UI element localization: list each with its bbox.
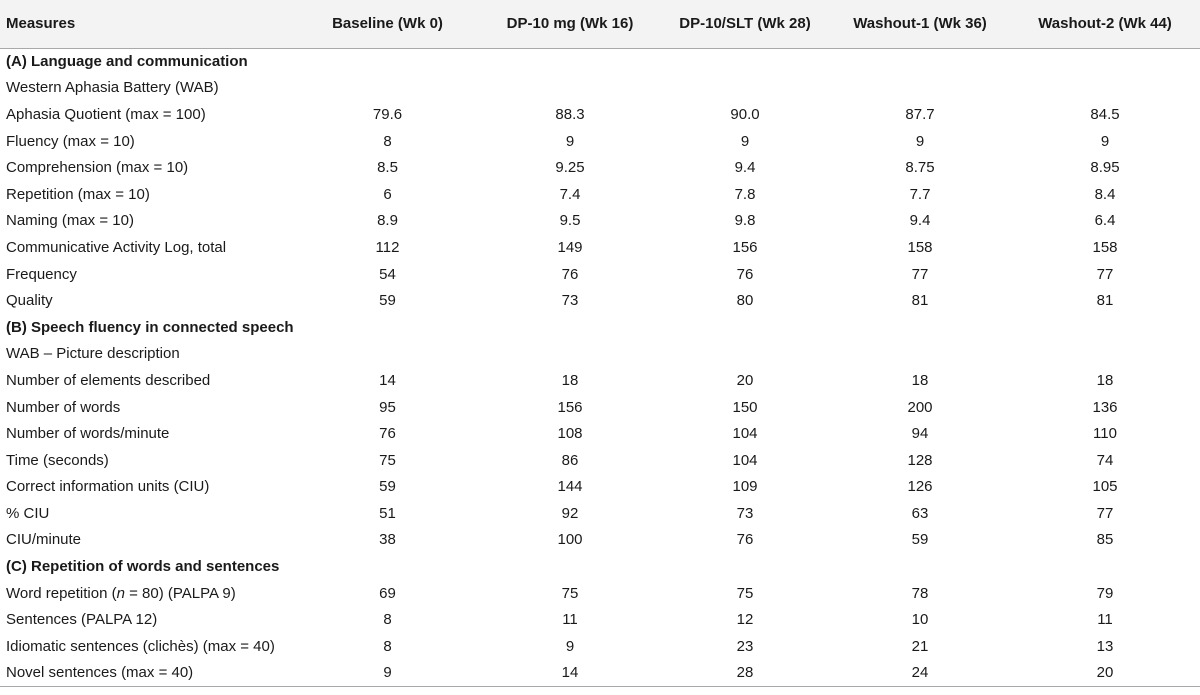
value-cell: 75 xyxy=(561,584,579,602)
value-cell: 8.5 xyxy=(377,159,398,177)
value-cell: 81 xyxy=(1096,292,1114,310)
measure-label: Naming (max = 10) xyxy=(6,212,134,230)
value-cell: 11 xyxy=(1097,611,1113,629)
value-cell: 74 xyxy=(1096,451,1114,469)
value-cell: 9 xyxy=(740,132,750,150)
value-cell: 73 xyxy=(736,504,754,522)
value-cell: 69 xyxy=(379,584,396,602)
value-cell xyxy=(1010,553,1200,580)
table-row xyxy=(0,367,1200,394)
table-row xyxy=(0,208,1200,235)
value-cell: 9.4 xyxy=(909,212,931,230)
value-cell: 200 xyxy=(907,398,933,416)
value-cell xyxy=(480,314,660,341)
table-row xyxy=(0,580,1200,607)
value-cell: 76 xyxy=(736,265,754,283)
value-cell xyxy=(1010,48,1200,75)
value-cell: 149 xyxy=(557,238,583,256)
table-row xyxy=(0,234,1200,261)
value-cell: 59 xyxy=(379,292,396,310)
measure-label: Idiomatic sentences (clichès) (max = 40) xyxy=(6,637,275,655)
value-cell: 9.4 xyxy=(734,159,756,177)
value-cell: 88.3 xyxy=(555,105,585,123)
value-cell xyxy=(295,553,480,580)
measure-label: Sentences (PALPA 12) xyxy=(6,611,158,629)
value-cell xyxy=(295,341,480,368)
header-baseline: Baseline (Wk 0) xyxy=(295,0,480,48)
value-cell xyxy=(830,48,1010,75)
value-cell: 18 xyxy=(911,371,929,389)
value-cell: 110 xyxy=(1093,425,1117,443)
measure-label: Novel sentences (max = 40) xyxy=(0,660,295,687)
value-cell: 18 xyxy=(1096,371,1114,389)
value-cell: 11 xyxy=(562,611,578,629)
value-cell xyxy=(830,314,1010,341)
value-cell: 126 xyxy=(907,478,933,496)
value-cell: 9 xyxy=(295,660,480,687)
value-cell: 158 xyxy=(1092,238,1118,256)
value-cell: 51 xyxy=(379,504,396,522)
measure-label: Comprehension (max = 10) xyxy=(6,159,189,177)
value-cell: 156 xyxy=(557,398,583,416)
table-row xyxy=(0,660,1200,687)
measure-label: Communicative Activity Log, total xyxy=(6,238,227,256)
value-cell: 8 xyxy=(383,132,392,150)
value-cell: 9 xyxy=(915,132,925,150)
measure-label xyxy=(0,580,295,607)
value-cell: 87.7 xyxy=(905,105,935,123)
value-cell: 85 xyxy=(1096,531,1114,549)
value-cell xyxy=(295,48,480,75)
value-cell: 76 xyxy=(561,265,579,283)
value-cell: 20 xyxy=(736,371,754,389)
value-cell: 9.25 xyxy=(555,159,585,177)
header-row xyxy=(0,0,1200,48)
value-cell: 76 xyxy=(379,425,396,443)
value-cell: 108 xyxy=(557,425,583,443)
table-header xyxy=(0,0,1200,48)
value-cell: 9.5 xyxy=(559,212,581,230)
header-dp10: DP-10 mg (Wk 16) xyxy=(480,0,660,48)
value-cell xyxy=(480,341,660,368)
table-body xyxy=(0,48,1200,686)
value-cell: 9 xyxy=(565,637,575,655)
label-part: Word repetition ( xyxy=(6,584,117,602)
subheader-label: WAB – Picture description xyxy=(6,345,180,363)
subheader-label: Western Aphasia Battery (WAB) xyxy=(6,79,219,97)
measure-label: Correct information units (CIU) xyxy=(6,478,210,496)
table-row xyxy=(0,420,1200,447)
table-row xyxy=(0,261,1200,288)
value-cell xyxy=(1010,75,1200,102)
value-cell: 95 xyxy=(379,398,396,416)
value-cell: 7.7 xyxy=(909,185,931,203)
value-cell xyxy=(660,75,830,102)
section-title: (A) Language and communication xyxy=(6,53,248,71)
value-cell: 59 xyxy=(379,478,396,496)
value-cell: 10 xyxy=(911,611,929,629)
value-cell: 158 xyxy=(907,238,933,256)
value-cell xyxy=(660,314,830,341)
table-row xyxy=(0,447,1200,474)
measure-label: Quality xyxy=(6,292,53,310)
value-cell xyxy=(295,314,480,341)
value-cell: 76 xyxy=(736,531,754,549)
label-part: = 80) (PALPA 9) xyxy=(124,584,236,602)
value-cell: 81 xyxy=(911,292,929,310)
value-cell xyxy=(480,48,660,75)
value-cell: 21 xyxy=(911,637,929,655)
value-cell xyxy=(480,553,660,580)
value-cell: 7.8 xyxy=(734,185,756,203)
value-cell: 8.9 xyxy=(377,212,398,230)
measure-label: Aphasia Quotient (max = 100) xyxy=(6,105,206,123)
value-cell: 20 xyxy=(1010,660,1200,687)
value-cell: 24 xyxy=(830,660,1010,687)
measure-label: Time (seconds) xyxy=(6,451,109,469)
value-cell xyxy=(1010,314,1200,341)
value-cell: 23 xyxy=(736,637,754,655)
value-cell: 75 xyxy=(736,584,754,602)
subheader-row xyxy=(0,75,1200,102)
value-cell: 105 xyxy=(1092,478,1118,496)
value-cell: 80 xyxy=(736,292,754,310)
value-cell xyxy=(830,553,1010,580)
value-cell: 63 xyxy=(911,504,929,522)
value-cell: 156 xyxy=(732,238,758,256)
value-cell: 92 xyxy=(561,504,579,522)
value-cell: 14 xyxy=(379,371,396,389)
measure-label: % CIU xyxy=(6,504,50,522)
value-cell: 112 xyxy=(375,238,400,256)
measure-label: Repetition (max = 10) xyxy=(6,185,150,203)
section-header-row xyxy=(0,314,1200,341)
value-cell: 13 xyxy=(1096,637,1114,655)
section-header-row xyxy=(0,553,1200,580)
value-cell: 73 xyxy=(561,292,579,310)
measure-label: Frequency xyxy=(6,265,77,283)
value-cell: 78 xyxy=(911,584,929,602)
italic-symbol: n xyxy=(116,584,125,602)
table-row xyxy=(0,128,1200,155)
value-cell: 75 xyxy=(379,451,396,469)
value-cell: 9 xyxy=(565,132,575,150)
value-cell: 79.6 xyxy=(372,105,403,123)
value-cell: 12 xyxy=(736,611,754,629)
value-cell: 84.5 xyxy=(1090,105,1120,123)
value-cell: 8.95 xyxy=(1090,159,1120,177)
value-cell: 90.0 xyxy=(730,105,760,123)
value-cell xyxy=(295,75,480,102)
header-measures: Measures xyxy=(0,0,295,48)
value-cell xyxy=(660,48,830,75)
table-row xyxy=(0,500,1200,527)
subheader-row xyxy=(0,341,1200,368)
table-row xyxy=(0,633,1200,660)
value-cell: 54 xyxy=(379,265,396,283)
value-cell: 144 xyxy=(557,478,583,496)
value-cell: 109 xyxy=(732,478,758,496)
table-row xyxy=(0,181,1200,208)
value-cell: 150 xyxy=(732,398,758,416)
table-row xyxy=(0,101,1200,128)
measure-label: Fluency (max = 10) xyxy=(6,132,135,150)
value-cell: 128 xyxy=(907,451,933,469)
header-washout-2: Washout-2 (Wk 44) xyxy=(1010,0,1200,48)
value-cell: 104 xyxy=(732,451,758,469)
section-header-row xyxy=(0,48,1200,75)
value-cell: 28 xyxy=(660,660,830,687)
table-row xyxy=(0,154,1200,181)
value-cell: 8.4 xyxy=(1094,185,1116,203)
value-cell: 14 xyxy=(480,660,660,687)
measure-label: CIU/minute xyxy=(6,531,82,549)
value-cell xyxy=(660,341,830,368)
table-row xyxy=(0,527,1200,554)
value-cell xyxy=(830,75,1010,102)
value-cell: 136 xyxy=(1092,398,1118,416)
value-cell: 104 xyxy=(732,425,758,443)
section-title: (C) Repetition of words and sentences xyxy=(6,558,280,576)
value-cell: 100 xyxy=(557,531,583,549)
table-row xyxy=(0,394,1200,421)
measure-label: Number of words/minute xyxy=(6,425,170,443)
value-cell: 77 xyxy=(1096,265,1114,283)
value-cell: 6.4 xyxy=(1094,212,1116,230)
header-washout-1: Washout-1 (Wk 36) xyxy=(830,0,1010,48)
value-cell xyxy=(830,341,1010,368)
value-cell: 86 xyxy=(561,451,579,469)
value-cell: 38 xyxy=(379,531,396,549)
value-cell: 79 xyxy=(1096,584,1114,602)
value-cell: 7.4 xyxy=(559,185,581,203)
value-cell: 8.75 xyxy=(905,159,935,177)
value-cell xyxy=(1010,341,1200,368)
value-cell: 9.8 xyxy=(734,212,756,230)
value-cell xyxy=(480,75,660,102)
table-row xyxy=(0,474,1200,501)
value-cell: 94 xyxy=(911,425,929,443)
measure-label: Number of words xyxy=(6,398,121,416)
value-cell: 77 xyxy=(1096,504,1114,522)
value-cell: 8 xyxy=(383,637,392,655)
measure-label: Number of elements described xyxy=(6,371,211,389)
value-cell: 77 xyxy=(911,265,929,283)
value-cell: 6 xyxy=(383,185,392,203)
section-title: (B) Speech fluency in connected speech xyxy=(6,318,294,336)
value-cell: 8 xyxy=(383,611,392,629)
value-cell: 59 xyxy=(911,531,929,549)
header-dp10-slt: DP-10/SLT (Wk 28) xyxy=(660,0,830,48)
table-row xyxy=(0,287,1200,314)
value-cell xyxy=(660,553,830,580)
value-cell: 9 xyxy=(1100,132,1110,150)
value-cell: 18 xyxy=(561,371,579,389)
table-row xyxy=(0,606,1200,633)
